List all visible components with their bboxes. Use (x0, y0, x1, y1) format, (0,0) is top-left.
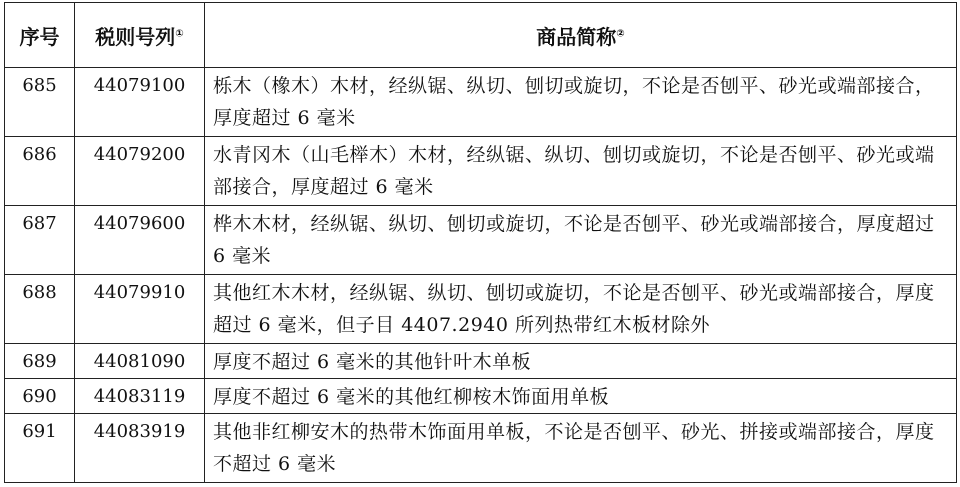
cell-seq: 690 (5, 379, 75, 414)
cell-name: 其他红木木材，经纵锯、纵切、刨切或旋切，不论是否刨平、砂光或端部接合，厚度超过 6 毫米，但子目 4407.2940 所列热带红木板材除外 (205, 275, 957, 344)
cell-name: 栎木（橡木）木材，经纵锯、纵切、刨切或旋切，不论是否刨平、砂光或端部接合，厚度超过 6 毫米 (205, 68, 957, 137)
cell-name: 其他非红柳安木的热带木饰面用单板，不论是否刨平、砂光、拼接或端部接合，厚度不超过 6 毫米 (205, 414, 957, 483)
cell-seq: 686 (5, 137, 75, 206)
table-row (5, 414, 957, 483)
cell-name: 桦木木材，经纵锯、纵切、刨切或旋切，不论是否刨平、砂光或端部接合，厚度超过 6 毫米 (205, 206, 957, 275)
cell-seq: 691 (5, 414, 75, 483)
cell-code: 44079910 (75, 275, 205, 344)
footnote-marker-1: ① (175, 27, 184, 39)
cell-seq: 689 (5, 344, 75, 379)
tariff-table (4, 2, 957, 483)
header-code: 税则号列① (75, 3, 205, 68)
table-row (5, 68, 957, 137)
cell-code: 44079100 (75, 68, 205, 137)
cell-seq: 688 (5, 275, 75, 344)
cell-seq: 685 (5, 68, 75, 137)
cell-seq: 687 (5, 206, 75, 275)
cell-code: 44081090 (75, 344, 205, 379)
cell-code: 44083119 (75, 379, 205, 414)
table-row (5, 206, 957, 275)
cell-name: 水青冈木（山毛榉木）木材，经纵锯、纵切、刨切或旋切，不论是否刨平、砂光或端部接合，厚度超过 6 毫米 (205, 137, 957, 206)
cell-name: 厚度不超过 6 毫米的其他红柳桉木饰面用单板 (205, 379, 957, 414)
table-row (5, 344, 957, 379)
cell-code: 44079200 (75, 137, 205, 206)
cell-code: 44083919 (75, 414, 205, 483)
table-row (5, 275, 957, 344)
footnote-marker-2: ② (616, 27, 625, 39)
cell-code: 44079600 (75, 206, 205, 275)
header-seq: 序号 (5, 3, 75, 68)
table-row (5, 379, 957, 414)
header-row (5, 3, 957, 68)
header-name: 商品简称② (205, 3, 957, 68)
table-row (5, 137, 957, 206)
cell-name: 厚度不超过 6 毫米的其他针叶木单板 (205, 344, 957, 379)
